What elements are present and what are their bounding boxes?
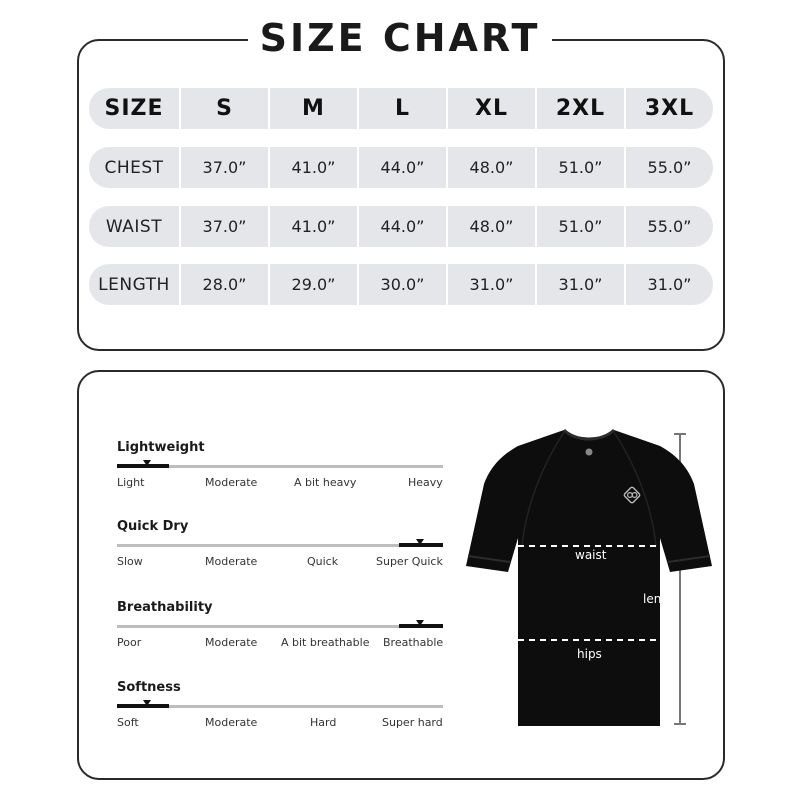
feature-option: Moderate (205, 636, 258, 649)
feature-marker-icon (416, 620, 424, 626)
table-cell: 44.0” (357, 147, 446, 188)
size-header-label: SIZE (104, 96, 164, 121)
size-header-s: S (179, 88, 268, 129)
feature-quick-dry (117, 519, 443, 579)
feature-name: Breathability (117, 600, 213, 615)
page-title: SIZE CHART (248, 10, 553, 66)
table-cell: 31.0” (624, 264, 713, 305)
feature-name: Lightweight (117, 440, 205, 455)
feature-option: A bit heavy (294, 476, 357, 489)
feature-marker-icon (143, 700, 151, 706)
feature-option: Soft (117, 716, 139, 729)
size-header-l: L (357, 88, 446, 129)
feature-option: Light (117, 476, 145, 489)
feature-option: Quick (307, 555, 339, 568)
feature-option: Breathable (383, 636, 444, 649)
feature-option: Moderate (205, 476, 258, 489)
feature-name: Softness (117, 680, 181, 695)
table-cell: 37.0” (179, 206, 268, 247)
table-cell: 44.0” (357, 206, 446, 247)
table-cell: 41.0” (268, 147, 357, 188)
size-header-3xl: 3XL (624, 88, 713, 129)
feature-softness (117, 680, 443, 740)
feature-option: Moderate (205, 716, 258, 729)
table-cell: 55.0” (624, 206, 713, 247)
feature-option: Poor (117, 636, 142, 649)
size-header-m: M (268, 88, 357, 129)
feature-track (117, 544, 443, 547)
hips-label: hips (577, 647, 602, 661)
table-row-length (89, 264, 713, 305)
table-cell: 48.0” (446, 206, 535, 247)
table-cell: 29.0” (268, 264, 357, 305)
tag-logo-icon (586, 449, 593, 456)
table-cell: 51.0” (535, 206, 624, 247)
row-label-chest: CHEST (104, 157, 164, 178)
feature-breathability (117, 600, 443, 660)
feature-option: Hard (310, 716, 337, 729)
feature-option: A bit breathable (281, 636, 370, 649)
feature-option: Slow (117, 555, 143, 568)
table-cell: 51.0” (535, 147, 624, 188)
row-label-waist: WAIST (105, 216, 163, 237)
table-cell: 30.0” (357, 264, 446, 305)
feature-option: Heavy (408, 476, 443, 489)
size-header-row (89, 88, 713, 129)
feature-track (117, 625, 443, 628)
feature-name: Quick Dry (117, 519, 189, 534)
table-cell: 31.0” (446, 264, 535, 305)
table-cell: 48.0” (446, 147, 535, 188)
feature-lightweight (117, 440, 443, 500)
feature-option: Super Quick (376, 555, 443, 568)
size-header-2xl: 2XL (535, 88, 624, 129)
table-cell: 28.0” (179, 264, 268, 305)
length-label: len (643, 592, 662, 606)
tshirt-illustration (464, 426, 714, 730)
table-row-waist (89, 206, 713, 247)
table-cell: 41.0” (268, 206, 357, 247)
waist-label: waist (575, 548, 607, 562)
table-cell: 31.0” (535, 264, 624, 305)
feature-option: Super hard (382, 716, 443, 729)
shirt-body (466, 430, 712, 726)
table-row-chest (89, 147, 713, 188)
row-label-length: LENGTH (98, 274, 170, 295)
table-cell: 55.0” (624, 147, 713, 188)
feature-option: Moderate (205, 555, 258, 568)
size-header-xl: XL (446, 88, 535, 129)
table-cell: 37.0” (179, 147, 268, 188)
feature-marker-icon (143, 460, 151, 466)
feature-marker-icon (416, 539, 424, 545)
